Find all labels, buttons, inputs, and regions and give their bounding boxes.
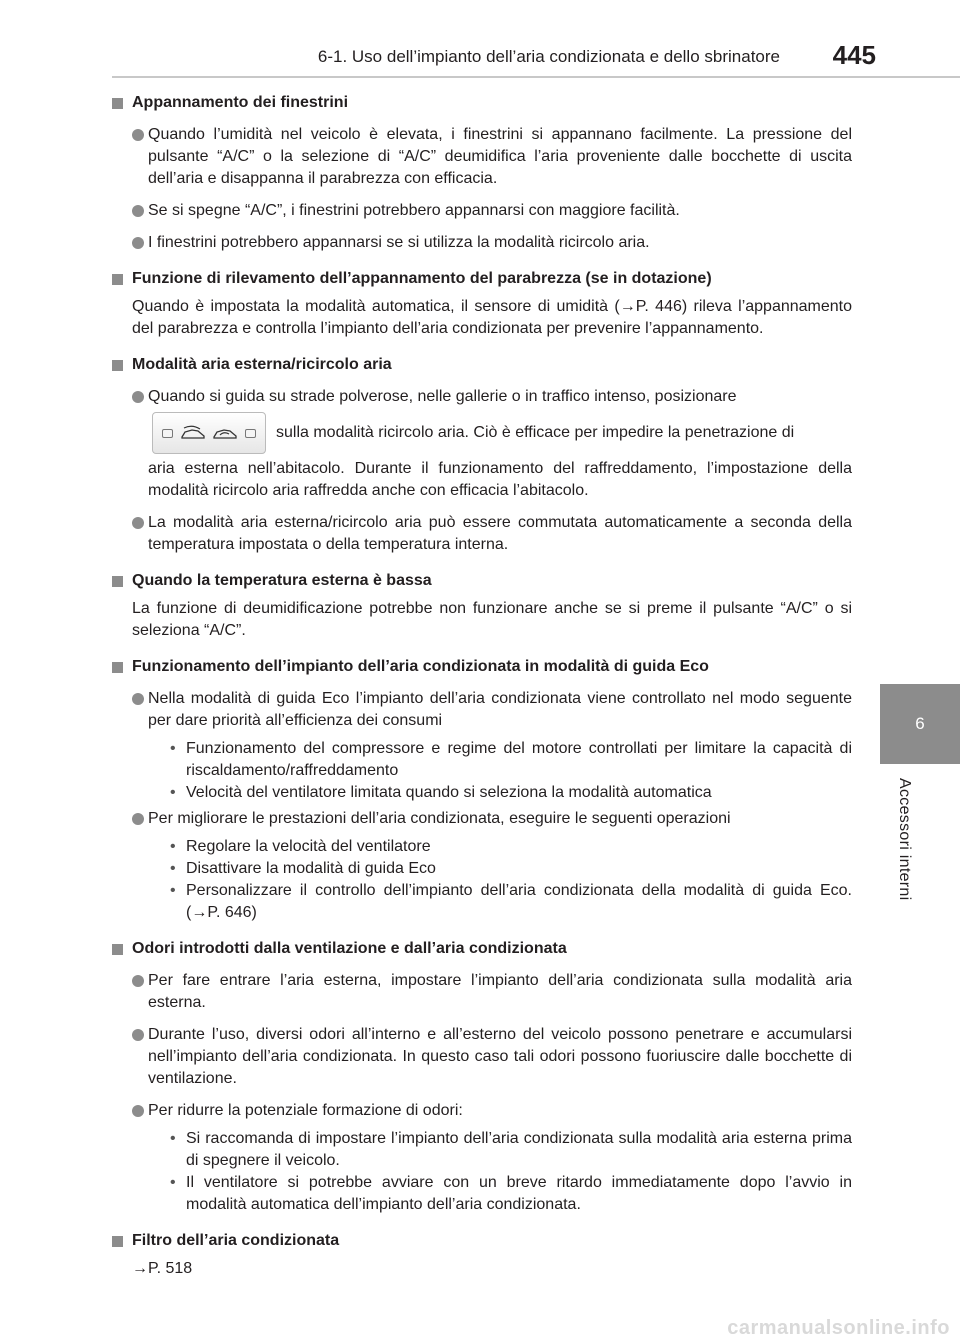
indicator-light-icon <box>162 429 173 438</box>
section-title: Filtro dell’aria condizionata <box>132 1232 340 1249</box>
section-title: Quando la temperatura esterna è bassa <box>132 572 432 589</box>
sub-item: • Disattivare la modalità di guida Eco <box>164 858 852 880</box>
watermark: carmanualsonline.info <box>727 1317 950 1339</box>
section-paragraph: La funzione di deumidificazione potrebbe non funzionare anche se si preme il pulsante “A/C” o si seleziona “A/C”. <box>132 600 852 639</box>
section-square-icon <box>112 576 123 587</box>
section-title: Appannamento dei finestrini <box>132 94 349 111</box>
list-item: Quando si guida su strade polverose, nelle gallerie o in traffico intenso, posizionare sulla modalità ricircolo aria. Ciò è efficace per impedire la penetrazione di aria esterna nell’abitacolo. Durante il funzionamento del raffreddamento, l’impostazione della modalità ricircolo aria raffredda anche con efficacia l’abitacolo. <box>132 386 852 502</box>
section-square-icon <box>112 360 123 371</box>
list-item: I finestrini potrebbero appannarsi se si utilizza la modalità ricircolo aria. <box>132 232 852 254</box>
section-square-icon <box>112 98 123 109</box>
bullet-dot-icon <box>132 1105 144 1117</box>
chapter-title: 6-1. Uso dell’impianto dell’aria condizionata e dello sbrinatore <box>317 47 780 66</box>
section-rilevamento-appannamento <box>112 268 852 340</box>
page-number: 445 <box>832 40 876 70</box>
section-square-icon <box>112 1236 123 1247</box>
sub-list <box>164 1128 852 1216</box>
indicator-light-icon <box>245 429 256 438</box>
recirculation-button-icon <box>152 412 266 454</box>
outside-air-car-icon <box>180 425 206 441</box>
list-item: Se si spegne “A/C”, i finestrini potrebbero appannarsi con maggiore facilità. <box>132 200 852 222</box>
sub-item: • Si raccomanda di impostare l’impianto dell’aria condizionata sulla modalità aria esterna prima di spegnere il veicolo. <box>164 1128 852 1172</box>
page-header <box>0 0 960 80</box>
section-title: Odori introdotti dalla ventilazione e dall’aria condizionata <box>132 940 567 957</box>
section-guida-eco <box>112 656 852 924</box>
sub-item: • Il ventilatore si potrebbe avviare con un breve ritardo immediatamente dopo l’avvio in modalità automatica dell’impianto dell’aria condizionata. <box>164 1172 852 1216</box>
recirculation-car-icon <box>212 425 238 441</box>
bullet-dot-icon <box>132 813 144 825</box>
sub-list <box>164 836 852 924</box>
section-ricircolo <box>112 354 852 556</box>
list-item: Per migliorare le prestazioni dell’aria condizionata, eseguire le seguenti operazioni <box>132 808 852 830</box>
header-divider <box>112 76 960 78</box>
bullet-dot-icon <box>132 517 144 529</box>
bullet-dot-icon <box>132 205 144 217</box>
page-reference: →P. 518 <box>132 1260 193 1277</box>
sub-item: • Regolare la velocità del ventilatore <box>164 836 852 858</box>
bullet-dot-icon <box>132 975 144 987</box>
sub-item: • Velocità del ventilatore limitata quando si seleziona la modalità automatica <box>164 782 852 804</box>
list-item: Nella modalità di guida Eco l’impianto dell’aria condizionata viene controllato nel modo seguente per dare priorità all’efficienza dei consumi <box>132 688 852 732</box>
section-title: Funzione di rilevamento dell’appannamento del parabrezza (se in dotazione) <box>132 270 712 287</box>
section-paragraph: Quando è impostata la modalità automatica, il sensore di umidità (→P. 446) rileva l’appannamento del parabrezza e controlla l’impianto dell’aria condizionata per prevenire l’appannamento. <box>132 298 852 337</box>
chapter-tab <box>880 684 960 764</box>
bullet-dot-icon <box>132 1029 144 1041</box>
section-filtro <box>112 1230 852 1280</box>
section-title: Modalità aria esterna/ricircolo aria <box>132 356 392 373</box>
bullet-dot-icon <box>132 237 144 249</box>
sub-list <box>164 738 852 804</box>
list-item: Per ridurre la potenziale formazione di odori: <box>132 1100 852 1122</box>
section-odori <box>112 938 852 1216</box>
list-item: Per fare entrare l’aria esterna, impostare l’impianto dell’aria condizionata sulla modalità aria esterna. <box>132 970 852 1014</box>
section-square-icon <box>112 274 123 285</box>
sub-item: • Funzionamento del compressore e regime del motore controllati per limitare la capacità di riscaldamento/raffreddamento <box>164 738 852 782</box>
sub-item: • Personalizzare il controllo dell’impianto dell’aria condizionata della modalità di guida Eco. (→P. 646) <box>164 880 852 924</box>
section-appannamento <box>112 92 852 254</box>
section-square-icon <box>112 944 123 955</box>
chapter-label: Accessori interni <box>896 778 913 901</box>
list-item: La modalità aria esterna/ricircolo aria può essere commutata automaticamente a seconda della temperatura impostata o della temperatura interna. <box>132 512 852 556</box>
page-content <box>112 92 852 1280</box>
section-temperatura-bassa <box>112 570 852 642</box>
list-item: Quando l’umidità nel veicolo è elevata, i finestrini si appannano facilmente. La pressione del pulsante “A/C” o la selezione di “A/C” deumidifica l’aria proveniente dalle bocchette di uscita dell’aria e disappanna il parabrezza con efficacia. <box>132 124 852 190</box>
list-item: Durante l’uso, diversi odori all’interno e all’esterno del veicolo possono penetrare e accumularsi nell’impianto dell’aria condizionata. In questo caso tali odori possono fuoriuscire dalle bocchette di ventilazione. <box>132 1024 852 1090</box>
bullet-dot-icon <box>132 129 144 141</box>
section-title: Funzionamento dell’impianto dell’aria condizionata in modalità di guida Eco <box>132 658 709 675</box>
section-square-icon <box>112 662 123 673</box>
bullet-dot-icon <box>132 693 144 705</box>
chapter-number: 6 <box>915 714 925 733</box>
bullet-dot-icon <box>132 391 144 403</box>
